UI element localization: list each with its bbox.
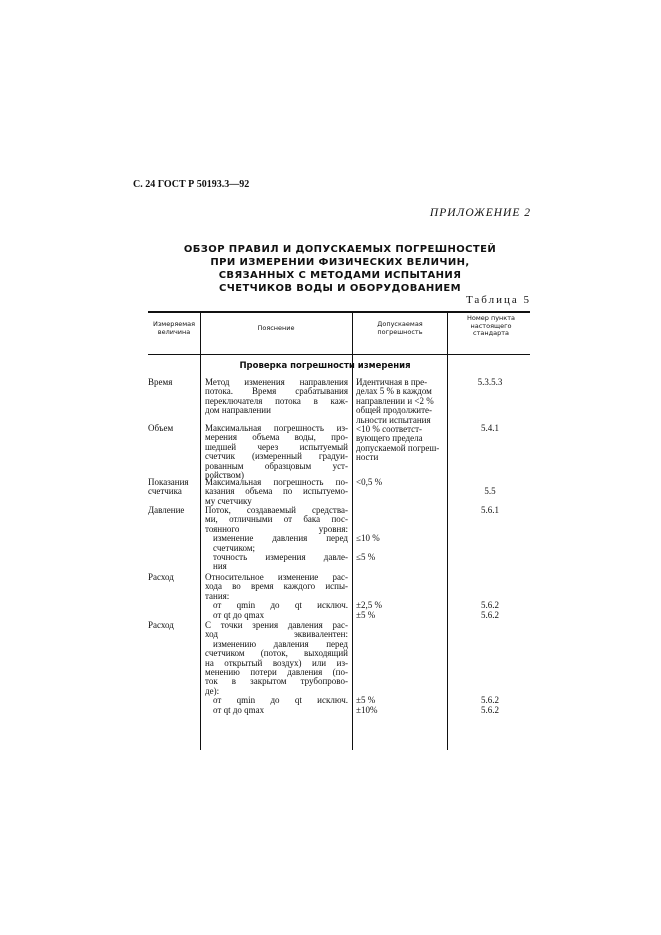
cell-line: Поток, создаваемый средства-	[205, 505, 348, 515]
cell-line: направлении и <2 %	[356, 395, 434, 406]
cell-clause	[455, 478, 525, 497]
cell-line: ми, отличными от бака пос-	[205, 514, 348, 525]
cell-tolerance	[356, 621, 448, 715]
cell-line: тания:	[205, 590, 230, 601]
cell-line: льности испытания	[356, 414, 431, 425]
cell-line: ройством)	[205, 469, 244, 480]
cell-line: ≤10 %	[356, 533, 380, 544]
cell-explanation	[205, 424, 348, 480]
section-heading: Проверка погрешности измерения	[239, 361, 411, 371]
title-line: ОБЗОР ПРАВИЛ И ДОПУСКАЕМЫХ ПОГРЕШНОСТЕЙ	[183, 244, 497, 255]
cell-line	[455, 640, 525, 649]
cell-line	[455, 668, 525, 677]
cell-line: 5.6.2	[481, 609, 499, 620]
cell-clause	[455, 621, 525, 715]
table-number: Таблица 5	[465, 294, 531, 306]
cell-line: точность измерения давле-	[213, 551, 348, 562]
cell-line	[356, 640, 448, 649]
cell-line: казания объема по испытуемо-	[205, 486, 348, 497]
title-line: СЧЕТЧИКОВ ВОДЫ И ОБОРУДОВАНИЕМ	[219, 283, 461, 294]
cell-line: С точки зрения давления рас-	[205, 620, 348, 630]
cell-line	[356, 649, 448, 658]
cell-line: хода во время каждого испы-	[205, 581, 348, 592]
cell-line: Показания	[148, 477, 189, 487]
cell-line	[455, 649, 525, 658]
cell-line: рованным образцовым уст-	[205, 460, 348, 471]
column-header-tolerance: Допускаемая погрешность	[377, 320, 423, 336]
cell-line: изменению давления перед	[213, 638, 348, 649]
cell-line: от qmin до qt исключ.	[213, 600, 348, 611]
cell-line: <10 % соответст-	[356, 423, 423, 434]
column-header-clause: Номер пункта настоящего стандарта	[466, 314, 515, 337]
cell-line: ток в закрытом трубопрово-	[205, 676, 348, 687]
cell-clause	[455, 424, 525, 433]
cell-line	[455, 630, 525, 639]
cell-line: ход эквивалентен:	[205, 629, 348, 640]
cell-line: счетчиком (поток, выходящий	[205, 648, 348, 659]
cell-line	[356, 668, 448, 677]
cell-line: счетчика	[148, 486, 182, 497]
cell-line: Время	[148, 377, 173, 387]
cell-line: ±5 %	[356, 695, 376, 706]
cell-clause	[455, 573, 525, 620]
cell-line: ≤5 %	[356, 551, 376, 562]
cell-line: 5.4.1	[481, 423, 499, 433]
cell-line	[455, 582, 525, 591]
cell-line: изменение давления перед	[213, 533, 348, 544]
appendix-label: ПРИЛОЖЕНИЕ 2	[429, 207, 531, 219]
cell-line	[356, 573, 448, 582]
cell-line: ±10%	[356, 704, 378, 715]
cell-line: счетчиком;	[213, 542, 256, 553]
cell-line	[356, 630, 448, 639]
cell-line	[356, 515, 448, 524]
cell-line: допускаемой погреш-	[356, 442, 440, 453]
cell-explanation	[205, 478, 348, 506]
cell-line: от qmin до qt исключ.	[213, 695, 348, 706]
cell-line: Максимальная погрешность по-	[205, 477, 348, 487]
cell-tolerance	[356, 378, 448, 463]
document-title	[150, 243, 530, 295]
cell-line: переключателя потока в каж-	[205, 395, 348, 406]
cell-line: Метод изменения направления	[205, 377, 348, 387]
cell-explanation	[205, 378, 348, 416]
cell-line: ±2,5 %	[356, 600, 382, 611]
cell-line: ния	[213, 561, 227, 572]
cell-line: от qt до qmax	[213, 704, 265, 715]
cell-line	[455, 621, 525, 630]
cell-line: делах 5 % в каждом	[356, 386, 432, 397]
cell-quantity	[148, 506, 203, 515]
cell-line: счетчик (измеренный градуи-	[205, 451, 348, 462]
cell-quantity	[148, 478, 203, 497]
cell-line: <0,5 %	[356, 477, 383, 487]
title-line: СВЯЗАННЫХ С МЕТОДАМИ ИСПЫТАНИЯ	[218, 270, 462, 281]
cell-line: 5.3.5.3	[477, 377, 503, 387]
cell-line: ±5 %	[356, 609, 376, 620]
cell-line: на открытый воздух) или из-	[205, 657, 348, 668]
cell-line: дом направлении	[205, 405, 271, 416]
cell-line: от qt до qmax	[213, 609, 265, 620]
cell-line: Объем	[148, 423, 174, 433]
title-line: ПРИ ИЗМЕРЕНИИ ФИЗИЧЕСКИХ ВЕЛИЧИН,	[210, 257, 470, 268]
cell-line: Давление	[148, 505, 185, 515]
cell-line	[455, 573, 525, 582]
cell-line	[356, 659, 448, 668]
cell-line: ности	[356, 452, 379, 463]
cell-line: Относительное изменение рас-	[205, 572, 348, 582]
cell-line: потока. Время срабатывания	[205, 386, 348, 397]
cell-quantity	[148, 621, 203, 630]
cell-line: 5.5	[484, 486, 496, 497]
cell-quantity	[148, 424, 203, 433]
cell-line: общей продолжите-	[356, 405, 433, 416]
cell-line: му счетчику	[205, 495, 252, 506]
page-header: С. 24 ГОСТ Р 50193.3—92	[133, 179, 250, 190]
cell-line: вующего предела	[356, 433, 423, 444]
cell-line	[455, 659, 525, 668]
cell-line: Расход	[148, 620, 174, 630]
column-header-quantity: Измеряемая величина	[152, 320, 196, 336]
cell-explanation	[205, 621, 348, 715]
cell-line: менению потери давления (по-	[205, 666, 348, 677]
cell-quantity	[148, 573, 203, 582]
cell-tolerance	[356, 478, 448, 487]
cell-line: мерения объема воды, про-	[205, 432, 348, 443]
cell-line	[455, 677, 525, 686]
cell-tolerance	[356, 573, 448, 620]
cell-line	[356, 677, 448, 686]
cell-clause	[455, 506, 525, 515]
cell-quantity	[148, 378, 203, 387]
cell-line: тоянного уровня:	[205, 523, 348, 534]
cell-line: Расход	[148, 572, 174, 582]
cell-line: Идентичная в пре-	[356, 377, 428, 387]
cell-line: де):	[205, 685, 220, 696]
cell-line	[356, 582, 448, 591]
cell-line: 5.6.2	[481, 695, 499, 706]
cell-explanation	[205, 573, 348, 620]
cell-line: Максимальная погрешность из-	[205, 423, 348, 433]
cell-line	[356, 506, 448, 515]
table-top-rule	[148, 311, 530, 313]
cell-clause	[455, 378, 525, 387]
cell-line: 5.6.1	[481, 505, 499, 515]
cell-line: 5.6.2	[481, 704, 499, 715]
cell-tolerance	[356, 506, 448, 562]
column-divider	[352, 312, 353, 750]
column-header-explanation: Пояснение	[257, 324, 295, 332]
table-header-rule	[148, 354, 530, 355]
cell-line	[356, 621, 448, 630]
cell-line: 5.6.2	[481, 600, 499, 611]
cell-line: шедшей через испытуемый	[205, 441, 348, 452]
cell-explanation	[205, 506, 348, 572]
